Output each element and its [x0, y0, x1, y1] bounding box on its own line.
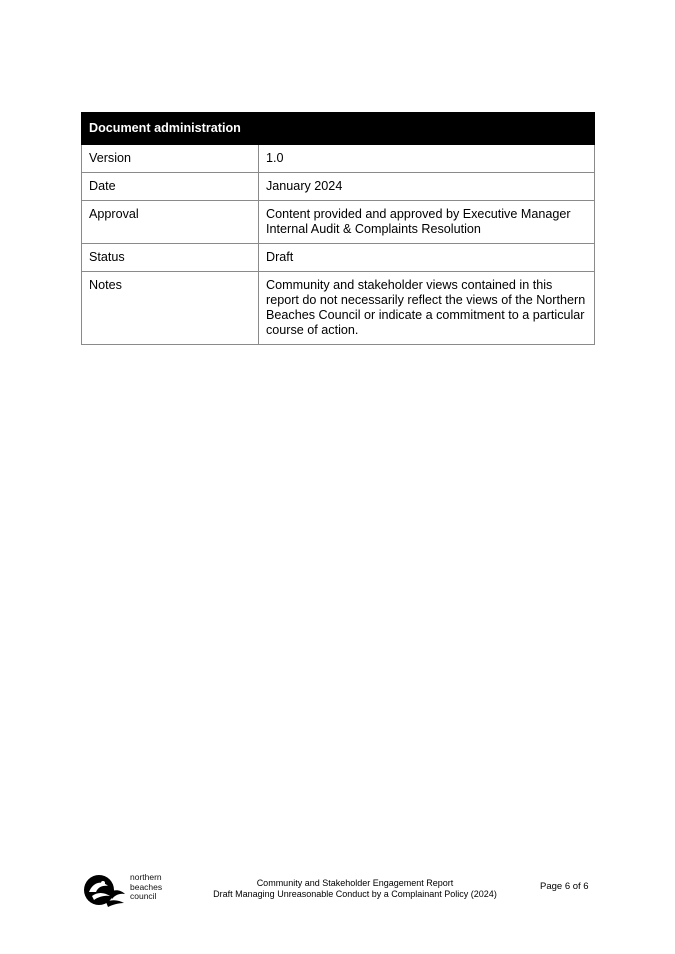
- logo-line: beaches: [130, 881, 163, 892]
- council-logo-icon: [84, 872, 126, 908]
- council-logo: [84, 872, 174, 908]
- table-heading: Document administration: [82, 113, 595, 145]
- footer-titles: [205, 878, 505, 900]
- council-logo-wordmark: [130, 873, 162, 902]
- policy-title: Draft Managing Unreasonable Conduct by a Complainant Policy (2024): [213, 889, 497, 899]
- table-row-approval: [82, 201, 595, 244]
- table-row-date: [82, 173, 595, 201]
- table-row-version: [82, 145, 595, 173]
- row-label: Notes: [82, 272, 259, 345]
- row-label: Version: [82, 145, 259, 173]
- row-value: January 2024: [259, 173, 595, 201]
- logo-line: council: [130, 891, 157, 901]
- row-value: Draft: [259, 244, 595, 272]
- row-value: Content provided and approved by Executive Manager Internal Audit & Complaints Resolution: [259, 201, 595, 244]
- row-value: Community and stakeholder views contained in this report do not necessarily reflect the views of the Northern Beaches Council or indicate a commitment to a particular course of action.: [259, 272, 595, 345]
- report-title: Community and Stakeholder Engagement Report: [256, 878, 454, 888]
- table-row-notes: [82, 272, 595, 345]
- row-label: Approval: [82, 201, 259, 244]
- logo-line: northern: [130, 872, 162, 882]
- page-number: Page 6 of 6: [540, 881, 589, 892]
- row-label: Status: [82, 244, 259, 272]
- table-header-row: [82, 113, 595, 145]
- table-row-status: [82, 244, 595, 272]
- document-administration-table: [81, 112, 595, 345]
- row-label: Date: [82, 173, 259, 201]
- row-value: 1.0: [259, 145, 595, 173]
- page-footer: [0, 868, 675, 908]
